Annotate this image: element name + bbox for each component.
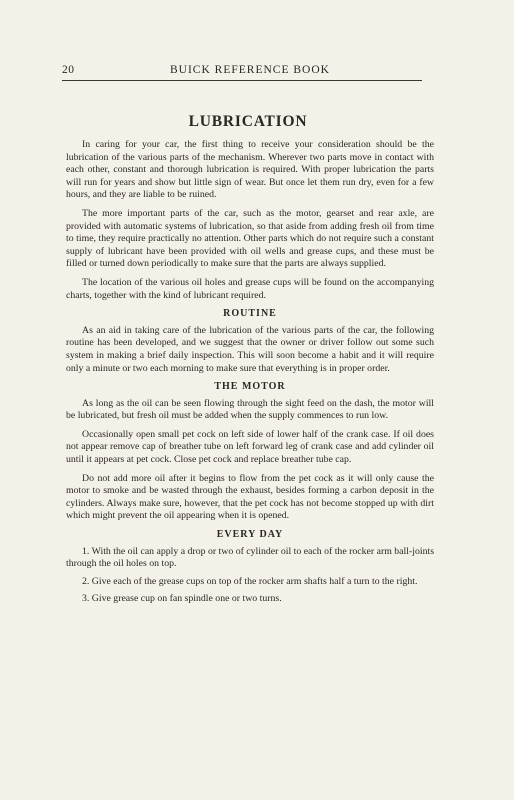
book-title: BUICK REFERENCE BOOK: [170, 64, 330, 76]
page-body: [66, 139, 434, 611]
paragraph: The location of the various oil holes and grease cups will be found on the accompanying charts, together with the kind of lubricant required.: [66, 276, 434, 301]
paragraph: Occasionally open small pet cock on left side of lower half of the crank case. If oil does not appear remove cap of breather tube on left forward leg of crank case and add cylinder oil until it appears at pet cock. Close pet cock and replace breather tube cap.: [66, 428, 434, 466]
running-header: [62, 64, 422, 81]
paragraph: Do not add more oil after it begins to flow from the pet cock as it will only cause the motor to smoke and be wasted through the exhaust, besides forming a carbon deposit in the cylinders. Always make sure, however, that the pet cock has not become stopped up with dirt which might prevent the oil appearing when it is opened.: [66, 472, 434, 522]
section-heading-motor: THE MOTOR: [214, 381, 286, 393]
section-heading-routine: ROUTINE: [223, 308, 277, 320]
list-item: 2. Give each of the grease cups on top of the rocker arm shafts half a turn to the right.: [82, 575, 418, 587]
paragraph: As long as the oil can be seen flowing through the sight feed on the dash, the motor will be lubricated, but fresh oil must be added when the supply commences to run low.: [66, 397, 434, 422]
section-heading-every-day: EVERY DAY: [216, 529, 284, 541]
paragraph: The more important parts of the car, such as the motor, gearset and rear axle, are provided with automatic systems of lubrication, so that aside from adding fresh oil from time to time, they require practically no attention. Other parts which do not require such a constant supply of lubricant have been provided with oil wells and grease cups, and these must be filled or turned down periodically to make sure that the parts are always supplied.: [66, 207, 434, 270]
list-item: 1. With the oil can apply a drop or two of cylinder oil to each of the rocker arm ball-joints through the oil holes on top.: [66, 545, 435, 570]
paragraph: As an aid in taking care of the lubrication of the various parts of the car, the following routine has been developed, and we suggest that the owner or driver follow out some such system in making a brief daily inspection. This will soon become a habit and it will require only a minute or two each morning to make sure that everything is in proper order.: [66, 324, 434, 374]
list-item: 3. Give grease cup on fan spindle one or two turns.: [82, 593, 282, 605]
page-number: 20: [62, 64, 75, 76]
paragraph: In caring for your car, the first thing to receive your consideration should be the lubrication of the various parts of the mechanism. Wherever two parts move in contact with each other, constant and thorough lubrication is required. With proper lubrication the parts will run for years and show but little sign of wear. But once let them run dry, even for a few hours, and they are liable to be ruined.: [66, 139, 434, 201]
page-title: LUBRICATION: [188, 113, 308, 130]
